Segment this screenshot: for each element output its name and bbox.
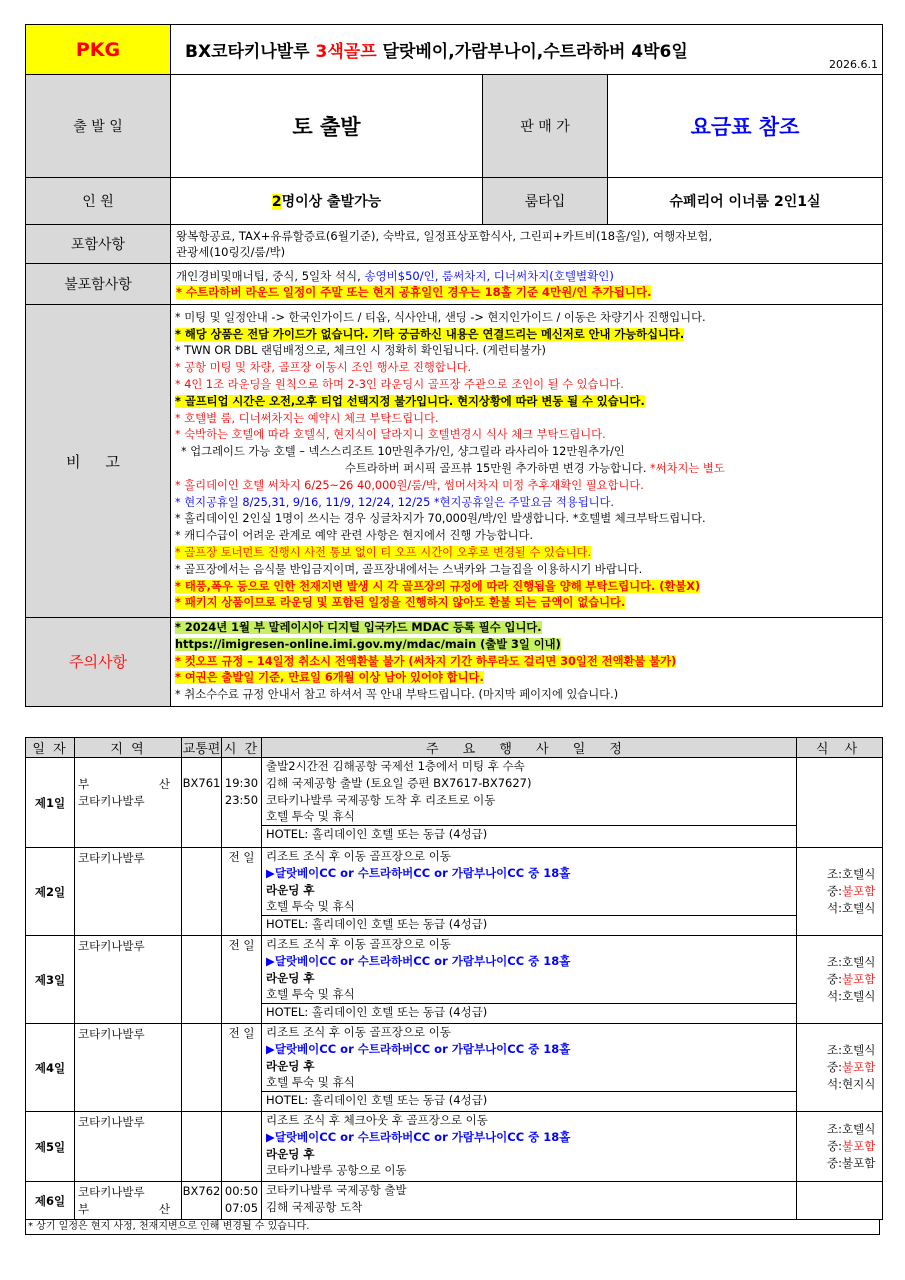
package-info-table	[25, 24, 883, 707]
table-row	[26, 1112, 883, 1182]
footer-note: * 상기 일정은 현지 사정, 천재지변으로 인해 변경될 수 있습니다.	[25, 1219, 880, 1235]
itinerary-table	[25, 737, 883, 1220]
room-value: 슈페리어 이너룸 2인1실	[608, 178, 883, 225]
remarks-label: 비 고	[26, 305, 171, 618]
day-meals: 조:호텔식 중:불포함 석:호텔식	[797, 848, 883, 936]
day-label: 제2일	[26, 848, 75, 936]
remarks-list: * 미팅 및 일정안내 -> 한국인가이드 / 티옵, 식사안내, 샌딩 -> 현지인가이드 / 이동은 차량기사 진행입니다. * 해당 상품은 전담 가이드가 없습니다. 기타 궁금하신 내용은 연결드리는 메신저로 안내 가능하십니다. * TWN OR DBL 랜덤배정으로, 체크인 시 정확히 확인됩니다. (게런티불가) * 공항 미팅 및 차량, 골프장 이동시 조인 행사로 진행합니다. * 4인 1조 라운딩을 원칙으로 하며 2-3인 라운딩시 골프장 주관으로 조인이 될 수 있습니다. * 골프티업 시간은 오전,오후 티업 선택지정 불가입니다. 현지상황에 따라 변동 될 수 있습니다. * 호텔별 룸, 디너써차지는 예약시 체크 부탁드립니다. * 숙박하는 호텔에 따라 호텔식, 현지식이 달라지니 호텔변경시 식사 체크 부탁드립니다. * 업그레이드 가능 호텔 – 넥스스리조트 10만원추가/인, 샹그릴라 라사리아 12만원추가/인 수트라하버 퍼시픽 골프뷰 15만원 추가하면 변경 가능합니다. *써차지는 별도 * 홀리데이인 호텔 써차지 6/25~26 40,000원/룸/박, 썸머서차지 미정 추후재확인 필요합니다. * 현지공휴일 8/25,31, 9/16, 11/9, 12/24, 12/25 *현지공휴일은 주말요금 적용됩니다. * 홀리데이인 2인실 1명이 쓰시는 경우 싱글차지가 70,000원/박/인 발생합니다. *호텔별 체크부탁드립니다. * 캐디수급이 어려운 관계로 예약 관련 사항은 현지에서 진행 가능합니다. * 골프장 토너먼트 진행시 사전 통보 없이 티 오프 시간이 오후로 변경될 수 있습니다. * 골프장에서는 음식물 반입금지이며, 골프장내에서는 스낵카와 그늘집을 이용하시기 바랍니다. * 태풍,폭우 등으로 인한 천재지변 발생 시 각 골프장의 규정에 따라 진행됨을 양해 부탁드립니다. (환불X) * 패키지 상품이므로 라운딩 및 포함된 일정을 진행하지 않아도 환불 되는 금액이 없습니다.	[171, 305, 883, 618]
day-schedule: 리조트 조식 후 이동 골프장으로 이동 ▶달랏베이CC or 수트라하버CC or 가람부나이CC 중 18홀 라운딩 후 호텔 투숙 및 휴식 HOTEL: 홀리데이인 호텔 또는 동급 (4성급)	[262, 1024, 797, 1112]
flight-code	[182, 848, 222, 936]
day-times: 전 일	[222, 848, 262, 936]
day-schedule: 리조트 조식 후 체크아웃 후 골프장으로 이동 ▶달랏베이CC or 수트라하버CC or 가람부나이CC 중 18홀 라운딩 후 코타키나발루 공항으로 이동	[262, 1112, 797, 1182]
flight-code	[182, 936, 222, 1024]
day-meals: 조:호텔식 중:불포함 중:불포함	[797, 1112, 883, 1182]
caution-list: * 2024년 1월 부 말레이시아 디지털 입국카드 MDAC 등록 필수 입니다. https://imigresen-online.imi.gov.my/mdac/main (출발 3일 이내) * 컷오프 규정 – 14일정 취소시 전액환불 불가 (써차지 기간 하루라도 걸리면 30일전 전액환불 불가) * 여권은 출발일 기준, 만료일 6개월 이상 남아 있어야 합니다. * 취소수수료 규정 안내서 참고 하셔서 꼭 안내 부탁드립니다. (마지막 페이지에 있습니다.)	[171, 618, 883, 707]
day-region: 코타키나발루 부 산	[75, 1182, 182, 1220]
day-schedule: 코타키나발루 국제공항 출발 김해 국제공항 도착	[262, 1182, 797, 1220]
excluded-value: 개인경비및매너팁, 중식, 5일차 석식, 송영비$50/인, 룸써차지, 디너써차지(호텔별확인) * 수트라하버 라운드 일정이 주말 또는 현지 공휴일인 경우는 18홀 기준 4만원/인 추가됩니다.	[171, 264, 883, 305]
mdac-link[interactable]: https://imigresen-online.imi.gov.my/mdac/main (출발 3일 이내)	[175, 637, 561, 651]
excluded-label: 불포함사항	[26, 264, 171, 305]
flight-code: BX762	[182, 1182, 222, 1220]
day-times: 00:50 07:05	[222, 1182, 262, 1220]
day-region: 코타키나발루	[75, 1024, 182, 1112]
pkg-badge: PKG	[26, 25, 171, 75]
day-meals: 조:호텔식 중:불포함 석:호텔식	[797, 936, 883, 1024]
col-header-time: 시 간	[222, 738, 262, 758]
day-schedule: 리조트 조식 후 이동 골프장으로 이동 ▶달랏베이CC or 수트라하버CC or 가람부나이CC 중 18홀 라운딩 후 호텔 투숙 및 휴식 HOTEL: 홀리데이인 호텔 또는 동급 (4성급)	[262, 848, 797, 936]
col-header-day: 일 자	[26, 738, 75, 758]
day-region: 코타키나발루	[75, 1112, 182, 1182]
page-title: BX코타키나발루 3색골프 달랏베이,가람부나이,수트라하버 4박6일	[185, 42, 688, 62]
day-meals: 조:호텔식 중:불포함 석:현지식	[797, 1024, 883, 1112]
table-row	[26, 848, 883, 936]
day-times: 전 일	[222, 1024, 262, 1112]
day-region: 코타키나발루	[75, 848, 182, 936]
table-row	[26, 1024, 883, 1112]
doc-date: 2026.6.1	[829, 58, 879, 71]
day-label: 제5일	[26, 1112, 75, 1182]
day-region: 부 산 코타키나발루	[75, 758, 182, 848]
flight-code	[182, 1112, 222, 1182]
col-header-schedule: 주 요 행 사 일 정	[262, 738, 797, 758]
included-value: 왕복항공료, TAX+유류할증료(6월기준), 숙박료, 일정표상포함식사, 그린피+카트비(18홀/일), 여행자보험, 관광세(10링깃/룸/박)	[171, 225, 883, 264]
table-row	[26, 758, 883, 848]
day-label: 제1일	[26, 758, 75, 848]
included-label: 포함사항	[26, 225, 171, 264]
title-cell	[171, 25, 883, 75]
room-label: 룸타입	[483, 178, 608, 225]
people-value: 2명이상 출발가능	[171, 178, 483, 225]
people-label: 인 원	[26, 178, 171, 225]
price-value: 요금표 참조	[608, 75, 883, 178]
caution-label: 주의사항	[26, 618, 171, 707]
day-times: 19:30 23:50	[222, 758, 262, 848]
day-meals	[797, 1182, 883, 1220]
day-region: 코타키나발루	[75, 936, 182, 1024]
day-meals	[797, 758, 883, 848]
day-times	[222, 1112, 262, 1182]
col-header-region: 지 역	[75, 738, 182, 758]
day-times: 전 일	[222, 936, 262, 1024]
day-label: 제6일	[26, 1182, 75, 1220]
day-schedule: 출발2시간전 김해공항 국제선 1층에서 미팅 후 수속 김해 국제공항 출발 (토요일 증편 BX7617-BX7627) 코타키나발루 국제공항 도착 후 리조트로 이동 호텔 투숙 및 휴식 HOTEL: 홀리데이인 호텔 또는 동급 (4성급)	[262, 758, 797, 848]
table-row	[26, 936, 883, 1024]
col-header-meal: 식 사	[797, 738, 883, 758]
day-label: 제3일	[26, 936, 75, 1024]
depart-label: 출 발 일	[26, 75, 171, 178]
day-schedule: 리조트 조식 후 이동 골프장으로 이동 ▶달랏베이CC or 수트라하버CC or 가람부나이CC 중 18홀 라운딩 후 호텔 투숙 및 휴식 HOTEL: 홀리데이인 호텔 또는 동급 (4성급)	[262, 936, 797, 1024]
flight-code	[182, 1024, 222, 1112]
day-label: 제4일	[26, 1024, 75, 1112]
table-row	[26, 1182, 883, 1220]
depart-value: 토 출발	[171, 75, 483, 178]
flight-code: BX761	[182, 758, 222, 848]
price-label: 판 매 가	[483, 75, 608, 178]
col-header-transport: 교통편	[182, 738, 222, 758]
